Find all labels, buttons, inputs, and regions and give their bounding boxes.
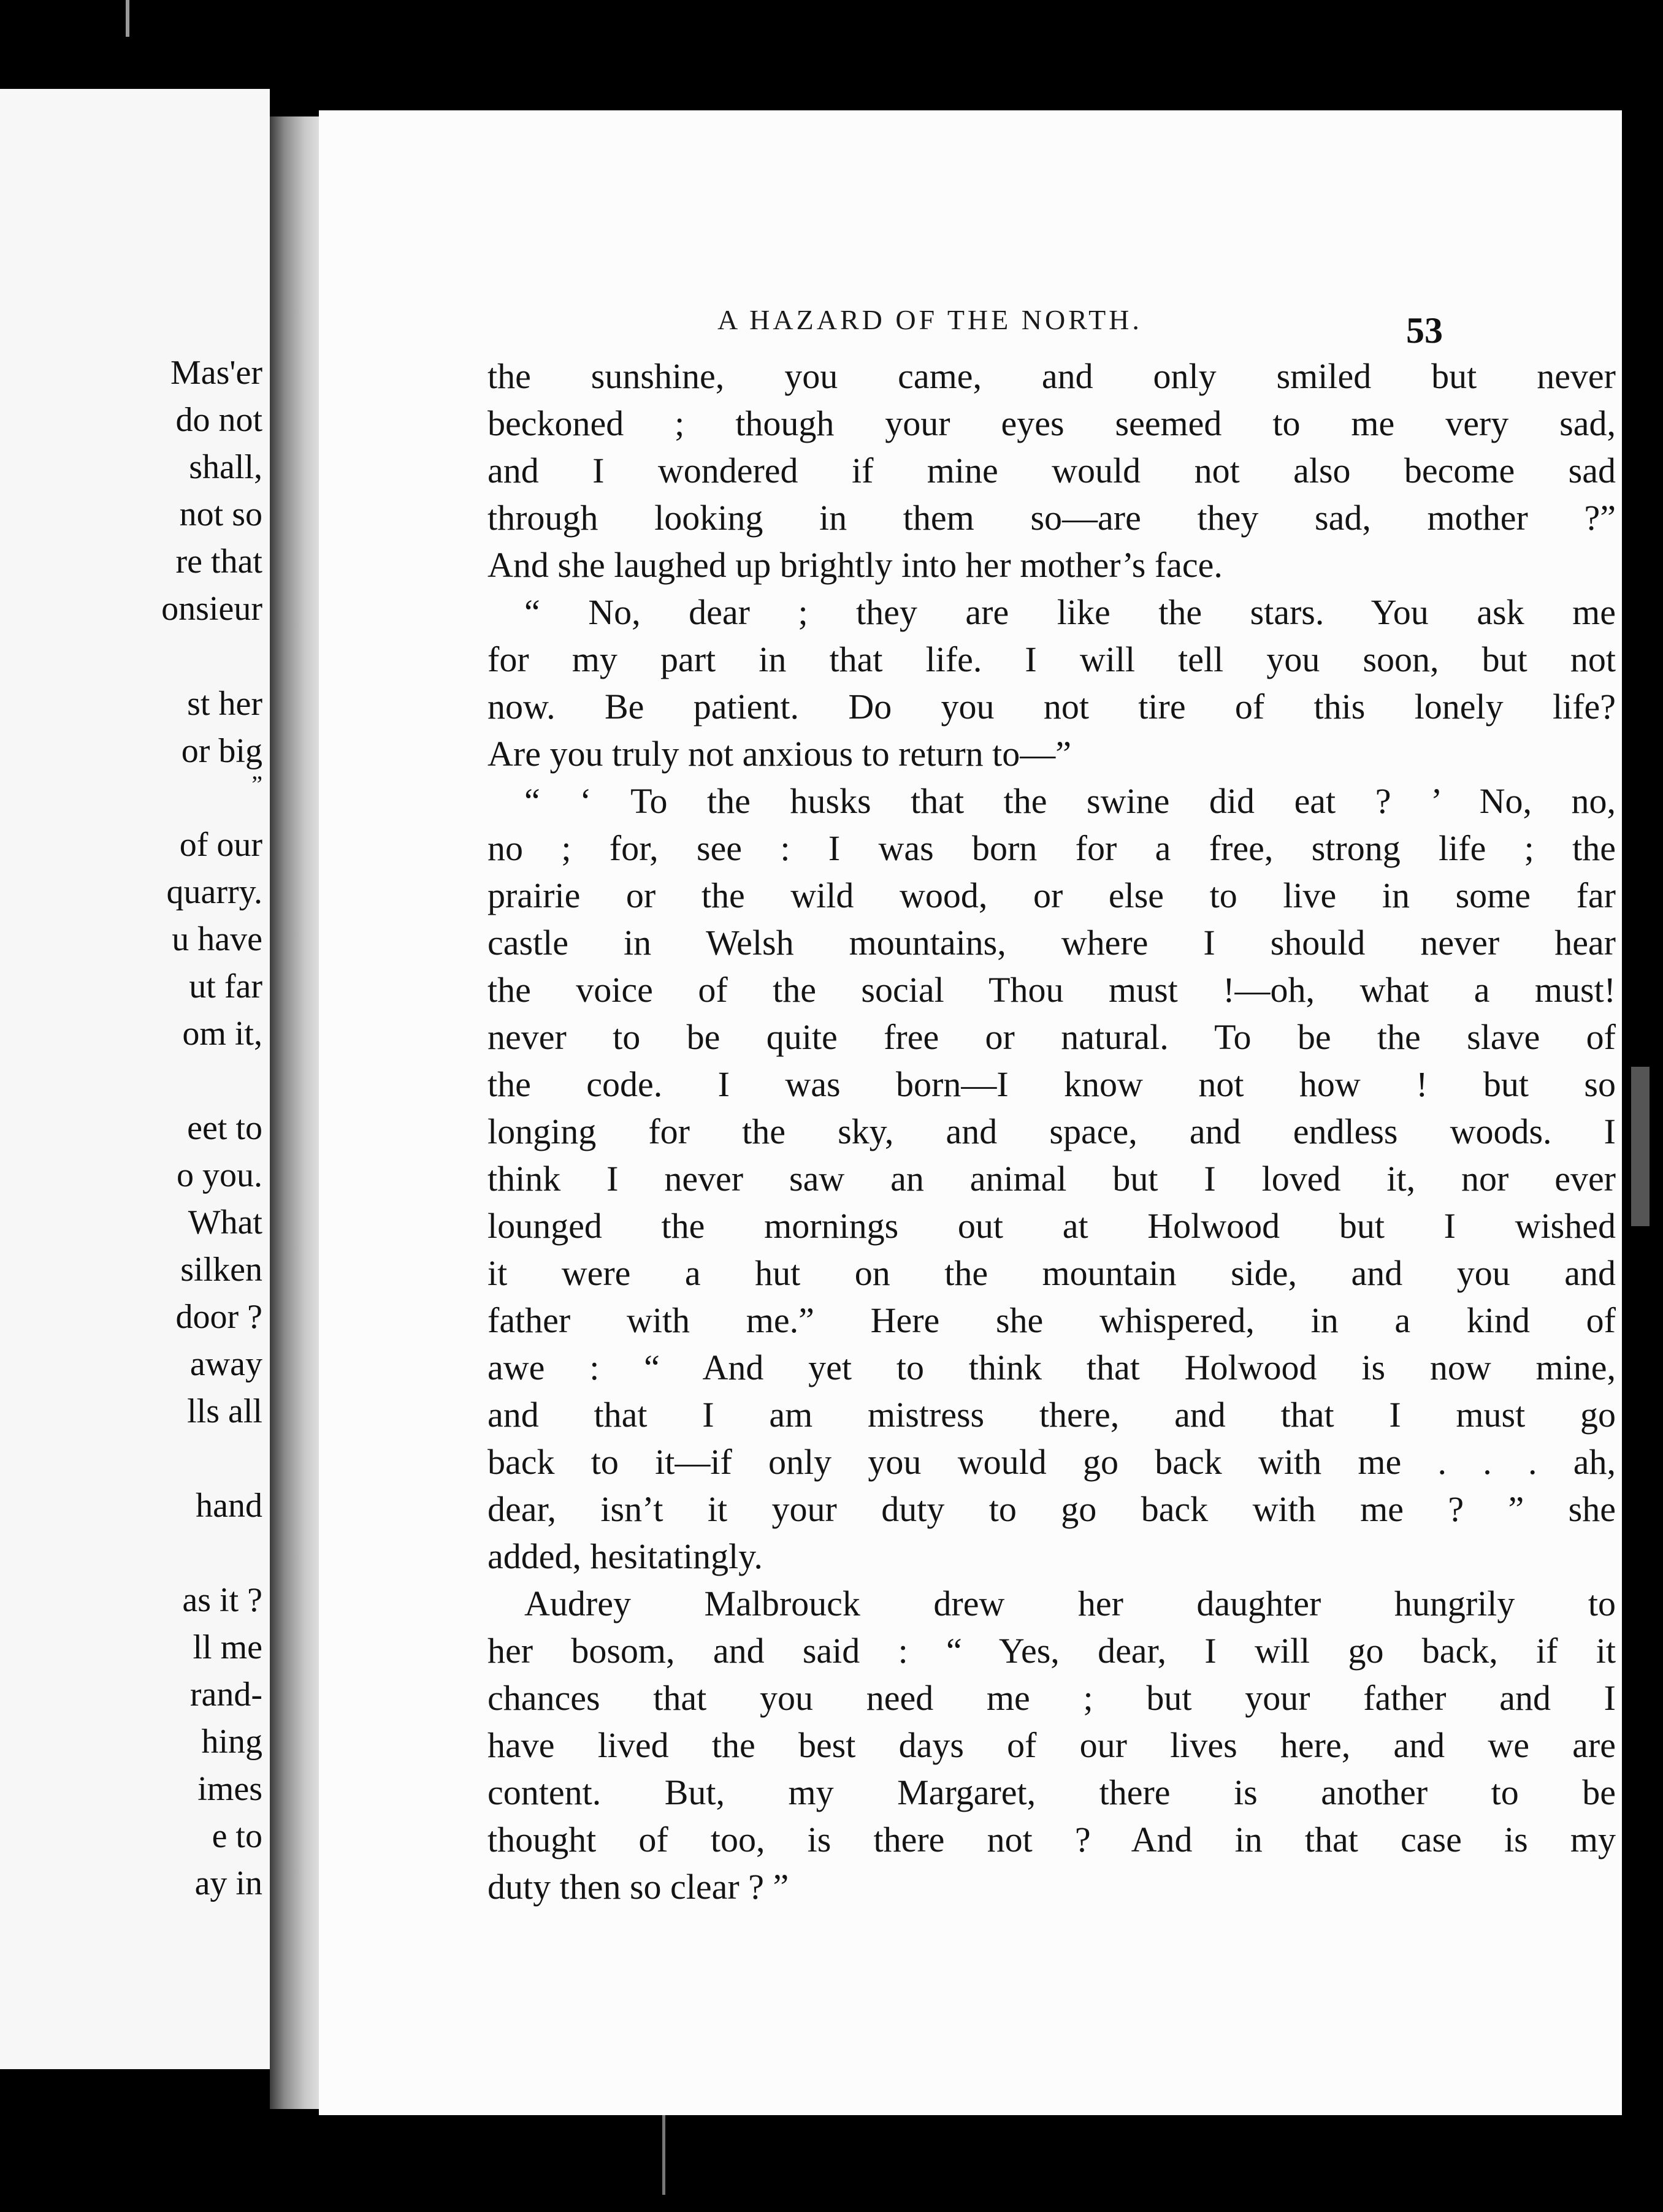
left-fragment-line: of our xyxy=(179,826,262,864)
text-line: through looking in them so—are they sad, mother ?” xyxy=(487,498,1616,538)
left-page-fragment xyxy=(0,89,270,2069)
left-fragment-line: imes xyxy=(197,1770,262,1808)
scan-artifact xyxy=(126,0,129,37)
left-fragment-line: door ? xyxy=(175,1298,262,1336)
text-line: think I never saw an animal but I loved it, nor ever xyxy=(487,1159,1616,1199)
left-fragment-line: onsieur xyxy=(161,590,262,628)
left-fragment-line: ay in xyxy=(194,1864,262,1902)
text-line: content. But, my Margaret, there is another to be xyxy=(487,1772,1616,1812)
left-fragment-line: lls all xyxy=(187,1392,262,1430)
left-fragment-line: hing xyxy=(201,1723,262,1761)
scan-artifact xyxy=(1631,1067,1650,1226)
text-line: now. Be patient. Do you not tire of this lonely life? xyxy=(487,687,1616,727)
text-line: and I wondered if mine would not also become sad xyxy=(487,451,1616,490)
text-line: no ; for, see : I was born for a free, strong life ; the xyxy=(487,828,1616,868)
text-line: castle in Welsh mountains, where I should never hear xyxy=(487,923,1616,963)
text-line: lounged the mornings out at Holwood but I wished xyxy=(487,1206,1616,1246)
text-line: Are you truly not anxious to return to—” xyxy=(487,734,1071,774)
text-line: have lived the best days of our lives here, and we are xyxy=(487,1725,1616,1765)
text-line: the voice of the social Thou must !—oh, what a must! xyxy=(487,970,1616,1010)
text-line: And she laughed up brightly into her mother’s face. xyxy=(487,545,1223,585)
text-line: dear, isn’t it your duty to go back with me ? ” she xyxy=(487,1489,1616,1529)
left-fragment-line: ut far xyxy=(189,967,262,1005)
left-fragment-line: What xyxy=(188,1203,262,1241)
text-line: duty then so clear ? ” xyxy=(487,1867,789,1907)
running-head: A HAZARD OF THE NORTH. xyxy=(717,304,1142,335)
left-fragment-line: quarry. xyxy=(166,873,262,911)
left-fragment-line: not so xyxy=(179,495,262,533)
left-fragment-line: st her xyxy=(187,685,262,723)
text-line: Audrey Malbrouck drew her daughter hungrily to xyxy=(524,1584,1616,1623)
text-line: back to it—if only you would go back with me . . . ah, xyxy=(487,1442,1616,1482)
left-fragment-line: hand xyxy=(196,1487,262,1525)
right-page xyxy=(319,110,1622,2115)
left-fragment-line: rand- xyxy=(189,1676,262,1714)
text-line: longing for the sky, and space, and endless woods. I xyxy=(487,1112,1616,1151)
text-line: added, hesitatingly. xyxy=(487,1536,763,1576)
left-fragment-line: Mas'er xyxy=(170,354,262,392)
left-fragment-line: silken xyxy=(180,1251,262,1289)
left-fragment-line: om it, xyxy=(182,1015,262,1053)
left-fragment-line: away xyxy=(189,1345,262,1383)
text-line: the code. I was born—I know not how ! but so xyxy=(487,1064,1616,1104)
text-line: and that I am mistress there, and that I must go xyxy=(487,1395,1616,1435)
text-line: it were a hut on the mountain side, and you and xyxy=(487,1253,1616,1293)
text-line: the sunshine, you came, and only smiled but never xyxy=(487,356,1616,396)
left-fragment-line: ll me xyxy=(193,1628,262,1666)
left-fragment-line: shall, xyxy=(189,448,262,486)
text-line: chances that you need me ; but your father and I xyxy=(487,1678,1616,1718)
left-fragment-line: as it ? xyxy=(182,1581,262,1619)
text-line: her bosom, and said : “ Yes, dear, I will go back, if it xyxy=(487,1631,1616,1671)
text-line: never to be quite free or natural. To be the slave of xyxy=(487,1017,1616,1057)
body-text xyxy=(487,353,1616,1910)
text-line: for my part in that life. I will tell you soon, but not xyxy=(487,639,1616,679)
left-fragment-line: or big xyxy=(181,732,262,770)
text-line: “ ‘ To the husks that the swine did eat ? ’ No, no, xyxy=(524,781,1616,821)
text-line: “ No, dear ; they are like the stars. You ask me xyxy=(524,592,1616,632)
scan-artifact xyxy=(662,2115,665,2195)
left-fragment-line: o you. xyxy=(177,1156,262,1194)
text-line: beckoned ; though your eyes seemed to me very sad, xyxy=(487,403,1616,443)
text-line: awe : “ And yet to think that Holwood is now mine, xyxy=(487,1348,1616,1387)
text-line: thought of too, is there not ? And in that case is my xyxy=(487,1820,1616,1859)
page-number: 53 xyxy=(1406,310,1443,351)
left-fragment-line: e to xyxy=(212,1817,262,1855)
left-fragment-line: ” xyxy=(251,771,262,798)
left-fragment-line: eet to xyxy=(187,1109,262,1147)
left-fragment-line: u have xyxy=(172,920,262,958)
left-fragment-line: re that xyxy=(175,543,262,581)
text-line: father with me.” Here she whispered, in a kind of xyxy=(487,1300,1616,1340)
text-line: prairie or the wild wood, or else to live in some far xyxy=(487,875,1616,915)
left-fragment-line: do not xyxy=(175,401,262,439)
